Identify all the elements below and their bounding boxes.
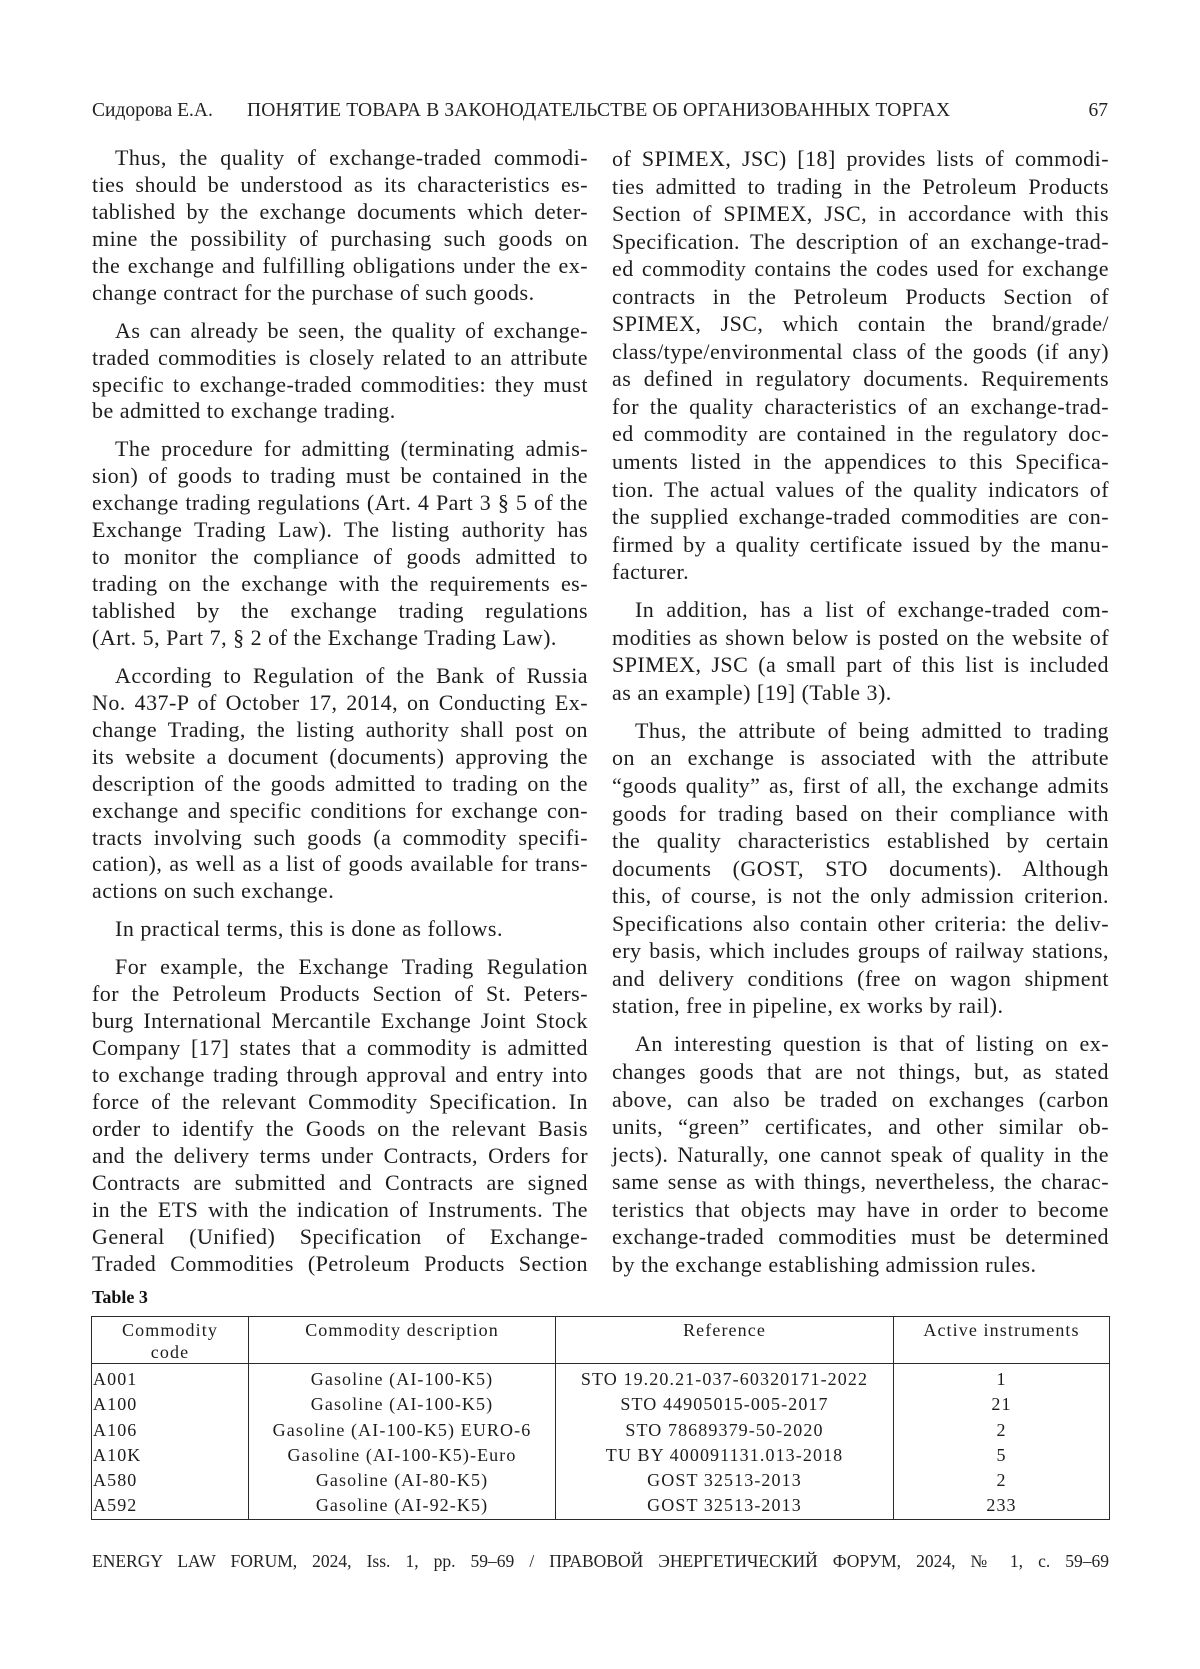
text-line: The procedure for admitting (terminating admis- (115, 436, 588, 462)
text-line: to monitor the compliance of goods admitted to (92, 544, 588, 570)
paragraph (92, 145, 588, 307)
text-line: Thus, the quality of exchange-traded commodi- (115, 145, 588, 170)
text-line: traded commodities is closely related to an attribute (92, 344, 588, 370)
text-line: by the exchange establishing admission rules. (612, 1251, 1037, 1277)
table-row (92, 1364, 1110, 1393)
text-line: Section of SPIMEX, JSC, in accordance with this (612, 201, 1109, 227)
text-line: contracts in the Petroleum Products Section of (612, 283, 1109, 309)
text-line: cation), as well as a list of goods available for trans- (92, 851, 588, 877)
cell-active-instruments: 2 (894, 1468, 1110, 1493)
cell-commodity-code: A580 (92, 1468, 249, 1493)
cell-reference: GOST 32513-2013 (556, 1493, 894, 1519)
text-line: changes goods that are not things, but, as stated (612, 1059, 1109, 1084)
text-line: force of the relevant Commodity Specification. In (92, 1088, 588, 1114)
text-line: firmed by a quality certificate issued by the manu- (612, 531, 1109, 557)
text-line: ties should be understood as its characteristics es- (92, 171, 588, 197)
text-line: SPIMEX, JSC (a small part of this list is included (612, 652, 1109, 678)
text-line: burg International Mercantile Exchange Joint Stock (92, 1008, 588, 1034)
text-line: As can already be seen, the quality of exchange- (115, 317, 588, 343)
text-column-left (92, 145, 588, 1278)
cell-commodity-description: Gasoline (AI-100-K5) EURO-6 (249, 1418, 556, 1443)
table-row (92, 1443, 1110, 1468)
text-line: exchange trading regulations (Art. 4 Part 3 § 5 of the (92, 490, 588, 516)
text-line: Company [17] states that a commodity is admitted (92, 1035, 588, 1061)
text-line: the exchange and fulfilling obligations under the ex- (92, 252, 588, 278)
text-line: and delivery conditions (free on wagon shipment (612, 965, 1109, 991)
cell-reference: TU BY 400091131.013-2018 (556, 1443, 894, 1468)
cell-commodity-description: Gasoline (AI-100-K5) (249, 1392, 556, 1417)
header-commodity-description: Commodity description (249, 1317, 556, 1364)
text-line: Exchange Trading Law). The listing authority has (92, 517, 588, 543)
cell-reference: STO 44905015-005-2017 (556, 1392, 894, 1417)
text-line: and the delivery terms under Contracts, Orders for (92, 1142, 588, 1168)
text-line: According to Regulation of the Bank of Russia (115, 662, 588, 688)
paragraph (612, 145, 1109, 586)
paragraph (92, 663, 588, 905)
text-line: be admitted to exchange trading. (92, 398, 396, 424)
text-line: station, free in pipeline, ex works by rail). (612, 993, 1004, 1019)
text-line: in the ETS with the indication of Instruments. The (92, 1196, 588, 1222)
text-line: An interesting question is that of listing on ex- (635, 1031, 1109, 1057)
cell-active-instruments: 2 (894, 1418, 1110, 1443)
text-line: exchange and specific conditions for exchange con- (92, 797, 588, 823)
text-line: Thus, the attribute of being admitted to trading (635, 717, 1109, 743)
text-line: class/type/environmental class of the goods (if any) (612, 338, 1109, 364)
running-head (0, 100, 1200, 122)
text-line: as defined in regulatory documents. Requirements (612, 366, 1109, 392)
text-line: Traded Commodities (Petroleum Products Section (92, 1250, 588, 1276)
paragraph (92, 954, 588, 1277)
text-line: tracts involving such goods (a commodity specifi- (92, 824, 588, 850)
cell-active-instruments: 21 (894, 1392, 1110, 1417)
paragraph (92, 436, 588, 652)
text-line: In addition, has a list of exchange-traded com- (635, 597, 1109, 623)
text-line: Contracts are submitted and Contracts are signed (92, 1169, 588, 1195)
text-line: For example, the Exchange Trading Regulation (115, 954, 588, 980)
text-line: sion) of goods to trading must be contained in the (92, 463, 588, 489)
text-line: (Art. 5, Part 7, § 2 of the Exchange Trading Law). (92, 624, 557, 650)
cell-commodity-description: Gasoline (AI-80-K5) (249, 1468, 556, 1493)
text-line: to exchange trading through approval and entry into (92, 1062, 588, 1087)
page-number: 67 (1088, 100, 1108, 121)
table-header (92, 1317, 1110, 1364)
paragraph (612, 596, 1109, 706)
text-line: the quality characteristics established by certain (612, 828, 1109, 854)
text-line: for the Petroleum Products Section of St. Peters- (92, 981, 588, 1007)
running-head-title: ПОНЯТИЕ ТОВАРА В ЗАКОНОДАТЕЛЬСТВЕ ОБ ОРГАНИЗОВАННЫХ ТОРГАХ (247, 100, 951, 121)
text-line: teristics that objects may have in order to become (612, 1196, 1109, 1222)
text-line: change contract for the purchase of such goods. (92, 279, 535, 305)
paragraph (612, 1030, 1109, 1278)
text-line: No. 437-P of October 17, 2014, on Conducting Ex- (92, 689, 588, 715)
text-line: units, “green” certificates, and other similar ob- (612, 1114, 1109, 1140)
text-line: on an exchange is associated with the attribute (612, 745, 1109, 771)
header-commodity-code (92, 1317, 249, 1364)
text-line: tion. The actual values of the quality indicators of (612, 476, 1109, 502)
table-caption: Table 3 (92, 1287, 148, 1307)
text-line: mine the possibility of purchasing such goods on (92, 225, 588, 251)
text-column-right (612, 145, 1109, 1278)
text-line: Specification. The description of an exchange-trad- (612, 228, 1109, 254)
text-line: ed commodity are contained in the regulatory doc- (612, 421, 1109, 447)
text-line: documents (GOST, STO documents). Although (612, 855, 1109, 881)
text-line: this, of course, is not the only admission criterion. (612, 883, 1109, 909)
text-line: actions on such exchange. (92, 878, 335, 904)
text-line: Specifications also contain other criteria: the deliv- (612, 910, 1109, 936)
table-row (92, 1418, 1110, 1443)
text-line: order to identify the Goods on the relevant Basis (92, 1115, 588, 1141)
text-line: ties admitted to trading in the Petroleum Products (612, 173, 1109, 199)
text-line: same sense as with things, nevertheless, the charac- (612, 1169, 1109, 1195)
text-line: In practical terms, this is done as follows. (115, 916, 503, 942)
cell-commodity-description: Gasoline (AI-100-K5)-Euro (249, 1443, 556, 1468)
cell-commodity-code: A106 (92, 1418, 249, 1443)
text-line: trading on the exchange with the requirements es- (92, 571, 588, 597)
text-line: change Trading, the listing authority shall post on (92, 716, 588, 742)
table-row (92, 1468, 1110, 1493)
text-line: facturer. (612, 559, 690, 585)
commodity-table (91, 1316, 1110, 1520)
header-reference: Reference (556, 1317, 894, 1364)
cell-reference: STO 78689379-50-2020 (556, 1418, 894, 1443)
journal-footer: ENERGY LAW FORUM, 2024, Iss. 1, pp. 59–69 / ПРАВОВОЙ ЭНЕРГЕТИЧЕСКИЙ ФОРУМ, 2024, № 1, с. 59–69 (92, 1551, 1109, 1571)
text-line: its website a document (documents) approving the (92, 743, 588, 769)
table-row (92, 1392, 1110, 1417)
text-line: exchange-traded commodities must be determined (612, 1224, 1109, 1250)
cell-commodity-code: A592 (92, 1493, 249, 1519)
text-line: above, can also be traded on exchanges (carbon (612, 1086, 1109, 1112)
paragraph (92, 916, 588, 943)
cell-commodity-description: Gasoline (AI-92-K5) (249, 1493, 556, 1519)
text-line: specific to exchange-traded commodities: they must (92, 371, 588, 397)
table-row (92, 1493, 1110, 1519)
text-line: description of the goods admitted to trading on the (92, 770, 588, 796)
text-line: for the quality characteristics of an exchange-trad- (612, 393, 1109, 419)
cell-commodity-code: A10K (92, 1443, 249, 1468)
cell-reference: GOST 32513-2013 (556, 1468, 894, 1493)
text-line: tablished by the exchange trading regulations (92, 598, 588, 623)
text-line: as an example) [19] (Table 3). (612, 679, 892, 705)
text-line: of SPIMEX, JSC) [18] provides lists of commodi- (612, 146, 1109, 171)
cell-commodity-code: A001 (92, 1364, 249, 1393)
cell-commodity-description: Gasoline (AI-100-K5) (249, 1364, 556, 1393)
text-line: “goods quality” as, first of all, the exchange admits (612, 773, 1109, 799)
table-header-row (92, 1317, 1110, 1364)
text-line: SPIMEX, JSC, which contain the brand/grade/ (612, 311, 1109, 337)
text-line: uments listed in the appendices to this Specifica- (612, 449, 1109, 475)
cell-active-instruments: 233 (894, 1493, 1110, 1519)
text-line: tablished by the exchange documents which deter- (92, 198, 588, 224)
paragraph (92, 318, 588, 426)
text-line: modities as shown below is posted on the website of (612, 624, 1109, 650)
cell-active-instruments: 5 (894, 1443, 1110, 1468)
running-head-author: Сидорова Е.А. (92, 100, 213, 121)
cell-reference: STO 19.20.21-037-60320171-2022 (556, 1364, 894, 1393)
cell-commodity-code: A100 (92, 1392, 249, 1417)
text-line: the supplied exchange-traded commodities are con- (612, 504, 1109, 530)
text-line: goods for trading based on their compliance with (612, 800, 1109, 826)
table-body (92, 1364, 1110, 1520)
text-line: jects). Naturally, one cannot speak of quality in the (612, 1141, 1109, 1167)
text-line: ed commodity contains the codes used for exchange (612, 256, 1109, 282)
paragraph (612, 717, 1109, 1020)
cell-active-instruments: 1 (894, 1364, 1110, 1393)
text-line: General (Unified) Specification of Exchange- (92, 1223, 588, 1249)
header-active-instruments: Active instruments (894, 1317, 1110, 1364)
header-commodity-code-label: Commodity code (122, 1320, 218, 1362)
text-line: ery basis, which includes groups of railway stations, (612, 938, 1109, 964)
